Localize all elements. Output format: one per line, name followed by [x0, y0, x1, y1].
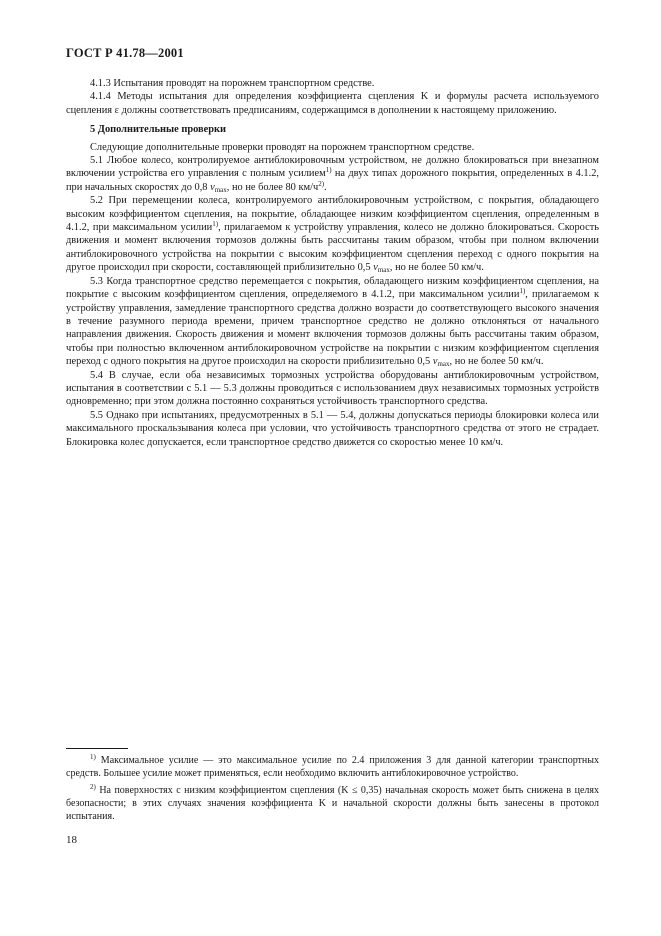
footnote-ref-1: 1)	[212, 220, 219, 229]
paragraph-4-1-4: 4.1.4 Методы испытания для определения коэффициента сцепления K и формулы расчета используемого сцепления ε должны соответствовать предписаниям, содержащимся в дополнении к настоящему приложению.	[66, 91, 599, 116]
footnote-1: $^{1)}$ Максимальное усилие — это максимальное усилие по 2.4 приложения 3 для данной категории транспортных средств. Большее усилие может применяться, если необходимо включить антиблокировочное устройство.	[66, 753, 599, 779]
body-text	[66, 77, 599, 449]
section-5-heading: 5 Дополнительные проверки	[90, 124, 227, 136]
v-max-symbol: $v_{max}$	[210, 181, 227, 194]
footnote-ref-1: 1)	[519, 287, 526, 296]
footnote-ref-1: 1)	[325, 166, 332, 175]
paragraph-5-4: 5.4 В случае, если оба независимых тормозных устройства оборудованы антиблокировочным устройством, испытания в соответствии с 5.1 — 5.3 должны проводиться с использованием двух независимых тормозных устройств одновременно; при этом должна постоянно сохраняться устойчивость транспортного средства.	[66, 369, 599, 408]
paragraph-5-3: 5.3 Когда транспортное средство перемещается с покрытия, обладающего низким коэффициентом сцепления, на покрытие с высоким коэффициентом сцепления, определяемого в 4.1.2, при максимальном усилии$^{1)}$, прилагаемом к устройству управления, замедление транспортного средства должно возрасти до соответствующего высокого значения в течение разумного периода времени, причем транспортное средство не должно отклоняться от начального направления движения. Скорость движения и момент включения тормозов должны быть рассчитаны таким образом, чтобы при полностью включенном антиблокировочном устройстве на покрытии с низким коэффициентом сцепления переход с одного покрытия на другое происходил на скорости приблизительно 0,5 $v_{max}$, но не более 50 км/ч.	[66, 275, 600, 369]
v-max-symbol: $v_{max}$	[373, 262, 390, 275]
paragraph-5-2: 5.2 При перемещении колеса, контролируемого антиблокировочным устройством, с покрытия, обладающего высоким коэффициентом сцепления, на покрытие, обладающее низким коэффициентом сцепления, определенным в 4.1.2, при максимальном усилии$^{1)}$, прилагаемом к устройству управления, колесо не должно блокироваться. Скорость движения и момент включения тормозов должны быть рассчитаны таким образом, чтобы при полном включении антиблокировочного устройства на покрытии с высоким коэффициентом сцепления переход с одного покрытия на другое происходил при скорости, составляющей приблизительно 0,5 $v_{max}$, но не более 50 км/ч.	[66, 195, 599, 275]
footnote-divider	[66, 748, 128, 749]
paragraph-4-1-3: 4.1.3 Испытания проводят на порожнем транспортном средстве.	[90, 78, 375, 89]
footnote-2: $^{2)}$ На поверхностях с низким коэффициентом сцепления (K ≤ 0,35) начальная скорость может быть снижена в целях безопасности; в этих случаях значения коэффициента K и начальной скорости должны быть занесены в протокол испытания.	[66, 783, 599, 822]
page-number: 18	[66, 834, 77, 846]
standard-header: ГОСТ Р 41.78—2001	[66, 46, 184, 60]
paragraph-5-5: 5.5 Однако при испытаниях, предусмотренных в 5.1 — 5.4, должны допускаться периоды блокировки колеса или максимального проскальзывания колеса при условии, что устойчивость транспортного средства от этого не страдает. Блокировка колес допускается, если транспортное средство движется со скоростью менее 10 км/ч.	[66, 409, 599, 448]
v-max-symbol: $v_{max}$	[432, 356, 450, 369]
footnotes	[66, 754, 599, 827]
footnote-ref-2: 2)	[318, 179, 325, 188]
paragraph-5-1: 5.1 Любое колесо, контролируемое антиблокировочным устройством, не должно блокироваться при внезапном включении устройства его управления с полным усилием$^{1)}$ на двух типах дорожного покрытия, определенных в 4.1.2, при начальных скоростях до 0,8 $v_{max}$, но не более 80 $км/ч^{2)}$.	[66, 155, 600, 194]
section-5-intro: Следующие дополнительные проверки проводят на порожнем транспортном средстве.	[90, 141, 475, 153]
